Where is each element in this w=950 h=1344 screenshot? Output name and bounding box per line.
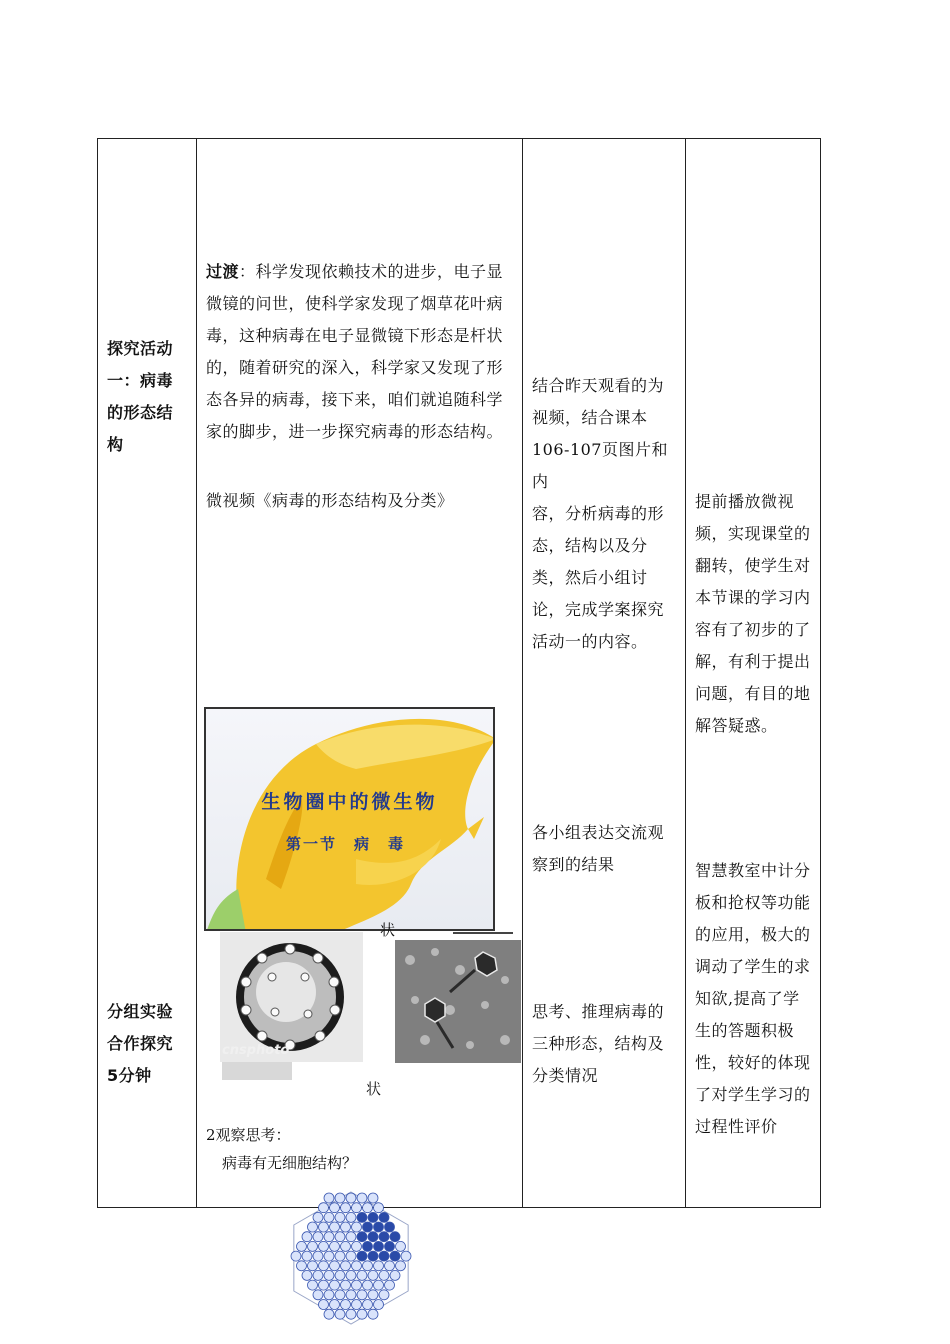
lesson-title-slide bbox=[204, 707, 495, 931]
caption-fragment-top: 状 bbox=[380, 921, 396, 939]
capsid-subunit bbox=[335, 1193, 345, 1203]
activity1-line: 构 bbox=[107, 435, 124, 454]
table-top-border bbox=[97, 138, 821, 139]
slide-title: 生物圈中的微生物 bbox=[261, 791, 438, 813]
capsid-subunit bbox=[390, 1270, 400, 1280]
capsid-subunit bbox=[319, 1280, 329, 1290]
col4-line: 过程性评价 bbox=[695, 1117, 778, 1136]
capsid-subunit bbox=[341, 1280, 351, 1290]
col4-line: 频，实现课堂的 bbox=[695, 524, 811, 543]
calla-lily-illustration bbox=[206, 709, 495, 931]
activity2-line: 5分钟 bbox=[107, 1066, 152, 1085]
capsid-subunit bbox=[330, 1222, 340, 1232]
capsid-subunit bbox=[368, 1270, 378, 1280]
capsid-subunit bbox=[341, 1222, 351, 1232]
capsid-subunit bbox=[335, 1212, 345, 1222]
capsid-subunit bbox=[385, 1261, 395, 1271]
col4-line: 解，有利于提出 bbox=[695, 652, 811, 671]
caption-fragment-bottom: 状 bbox=[366, 1080, 382, 1098]
capsid-subunit bbox=[313, 1232, 323, 1242]
capsid-subunit bbox=[379, 1232, 389, 1242]
capsid-subunit bbox=[352, 1280, 362, 1290]
capsid-subunit bbox=[341, 1203, 351, 1213]
student-activity-3 bbox=[532, 996, 682, 1092]
col4-line: 智慧教室中计分 bbox=[695, 861, 811, 880]
capsid-subunit bbox=[324, 1212, 334, 1222]
col4-line: 知欲,提高了学 bbox=[695, 989, 800, 1008]
capsid-subunit bbox=[374, 1280, 384, 1290]
capsid-subunit bbox=[385, 1222, 395, 1232]
capsid-subunit bbox=[324, 1193, 334, 1203]
slide-subtitle: 第一节 病 毒 bbox=[286, 835, 406, 853]
capsid-subunit bbox=[313, 1212, 323, 1222]
transition-paragraph bbox=[206, 256, 518, 448]
col3-line: 态，结构以及分 bbox=[532, 536, 648, 555]
capsid-subunit bbox=[357, 1232, 367, 1242]
capsid-subunit bbox=[341, 1261, 351, 1271]
transition-line: 的，随着研究的深入，科学家又发现了形 bbox=[206, 358, 504, 377]
capsid-subunit bbox=[396, 1261, 406, 1271]
capsid-subunit bbox=[368, 1251, 378, 1261]
col4-line: 板和抢权等功能 bbox=[695, 893, 811, 912]
capsid-subunit bbox=[357, 1309, 367, 1319]
capsid-subunit bbox=[357, 1290, 367, 1300]
capsid-subunit bbox=[363, 1300, 373, 1310]
col4-line: 容有了初步的了 bbox=[695, 620, 811, 639]
photo-edge-line bbox=[453, 932, 513, 934]
activity1-label bbox=[107, 333, 173, 461]
capsid-subunit bbox=[330, 1261, 340, 1271]
capsid-subunit bbox=[319, 1300, 329, 1310]
transition-line: 毒，这种病毒在电子显微镜下形态是杆状 bbox=[206, 326, 504, 345]
col3-line: 论，完成学案探究 bbox=[532, 600, 665, 619]
capsid-subunit bbox=[374, 1222, 384, 1232]
capsid-subunit bbox=[357, 1212, 367, 1222]
capsid-subunit bbox=[297, 1241, 307, 1251]
capsid-subunit bbox=[335, 1232, 345, 1242]
capsid-subunit bbox=[363, 1280, 373, 1290]
capsid-subunit bbox=[313, 1251, 323, 1261]
capsid-subunit bbox=[308, 1280, 318, 1290]
col3-line: 分类情况 bbox=[532, 1066, 599, 1085]
activity1-line: 探究活动 bbox=[107, 339, 174, 358]
capsid-subunit bbox=[291, 1251, 301, 1261]
col4-line: 本节课的学习内 bbox=[695, 588, 811, 607]
table-bottom-border bbox=[97, 1207, 821, 1208]
capsid-subunit bbox=[357, 1270, 367, 1280]
col4-line: 翻转，使学生对 bbox=[695, 556, 811, 575]
table-border-left bbox=[97, 138, 98, 1208]
capsid-subunit bbox=[379, 1212, 389, 1222]
table-border-col3 bbox=[522, 138, 523, 1208]
capsid-subunit bbox=[346, 1309, 356, 1319]
design-intent-1 bbox=[695, 486, 819, 742]
activity2-label bbox=[107, 996, 173, 1092]
transition-line: ：科学发现依赖技术的进步，电子显 bbox=[239, 262, 504, 281]
transition-label: 过渡 bbox=[206, 262, 240, 281]
transition-line: 态各异的病毒，接下来，咱们就追随科学 bbox=[206, 390, 504, 409]
col3-line: 视频，结合课本 bbox=[532, 408, 648, 427]
col4-line: 了对学生学习的 bbox=[695, 1085, 811, 1104]
capsid-subunit bbox=[324, 1290, 334, 1300]
col3-line: 类，然后小组讨 bbox=[532, 568, 648, 587]
capsid-subunit bbox=[396, 1241, 406, 1251]
capsid-subunit bbox=[319, 1203, 329, 1213]
capsid-subunit bbox=[302, 1232, 312, 1242]
capsid-subunit bbox=[363, 1203, 373, 1213]
capsid-subunit bbox=[385, 1241, 395, 1251]
capsid-subunit bbox=[379, 1270, 389, 1280]
capsid-subunit bbox=[313, 1270, 323, 1280]
col4-line: 生的答题积极 bbox=[695, 1021, 795, 1040]
activity2-line: 分组实验 bbox=[107, 1002, 174, 1021]
capsid-subunit bbox=[368, 1212, 378, 1222]
table-border-col4 bbox=[685, 138, 686, 1208]
capsid-subunit bbox=[352, 1241, 362, 1251]
capsid-subunit bbox=[330, 1203, 340, 1213]
capsid-subunit bbox=[308, 1241, 318, 1251]
spherical-virus-photo bbox=[220, 932, 363, 1062]
student-activity-2 bbox=[532, 817, 682, 881]
col4-line: 问题，有目的地 bbox=[695, 684, 811, 703]
activity2-line: 合作探究 bbox=[107, 1034, 174, 1053]
capsid-subunit bbox=[352, 1203, 362, 1213]
table-border-right bbox=[820, 138, 821, 1208]
micro-video-title: 微视频《病毒的形态结构及分类》 bbox=[206, 491, 454, 510]
capsid-subunit bbox=[368, 1232, 378, 1242]
question-heading: 2观察思考： bbox=[206, 1126, 291, 1144]
capsid-subunit bbox=[302, 1251, 312, 1261]
icosahedral-virus-model bbox=[276, 1180, 426, 1336]
rod-virus-photo-strip bbox=[222, 1062, 292, 1080]
col3-line: 容，分析病毒的形 bbox=[532, 504, 665, 523]
capsid-subunit bbox=[374, 1241, 384, 1251]
capsid-subunit bbox=[324, 1232, 334, 1242]
capsid-subunit bbox=[368, 1193, 378, 1203]
capsid-subunit bbox=[352, 1300, 362, 1310]
capsid-subunit bbox=[341, 1241, 351, 1251]
capsid-subunit bbox=[379, 1251, 389, 1261]
col4-line: 解答疑惑。 bbox=[695, 716, 778, 735]
capsid-subunit bbox=[330, 1241, 340, 1251]
transition-line: 微镜的问世，使科学家发现了烟草花叶病 bbox=[206, 294, 504, 313]
capsid-subunit bbox=[335, 1251, 345, 1261]
col3-line: 活动一的内容。 bbox=[532, 632, 648, 651]
capsid-subunit bbox=[335, 1270, 345, 1280]
capsid-subunit bbox=[390, 1251, 400, 1261]
capsid-subunit bbox=[346, 1290, 356, 1300]
capsid-subunit bbox=[363, 1222, 373, 1232]
capsid-subunit bbox=[357, 1193, 367, 1203]
capsid-subunit bbox=[357, 1251, 367, 1261]
capsid-subunit bbox=[374, 1261, 384, 1271]
capsid-subunit bbox=[319, 1261, 329, 1271]
capsid-subunit bbox=[346, 1193, 356, 1203]
capsid-subunit bbox=[401, 1251, 411, 1261]
activity1-line: 的形态结 bbox=[107, 403, 174, 422]
capsid-subunit bbox=[308, 1222, 318, 1232]
col3-line: 思考、推理病毒的 bbox=[532, 1002, 665, 1021]
question-text: 病毒有无细胞结构？ bbox=[222, 1154, 358, 1172]
capsid-subunit bbox=[308, 1261, 318, 1271]
capsid-subunit bbox=[335, 1290, 345, 1300]
capsid-subunit bbox=[352, 1222, 362, 1232]
capsid-subunit bbox=[363, 1261, 373, 1271]
capsid-subunit bbox=[368, 1290, 378, 1300]
capsid-subunit bbox=[346, 1270, 356, 1280]
capsid-subunit bbox=[302, 1270, 312, 1280]
capsid-subunit bbox=[346, 1212, 356, 1222]
capsid-subunit bbox=[313, 1290, 323, 1300]
capsid-subunit bbox=[330, 1300, 340, 1310]
capsid-subunit bbox=[341, 1300, 351, 1310]
col3-line: 结合昨天观看的为 bbox=[532, 376, 665, 395]
capsid-subunit bbox=[324, 1309, 334, 1319]
capsid-subunit bbox=[374, 1300, 384, 1310]
col3-line: 各小组表达交流观 bbox=[532, 823, 665, 842]
capsid-subunit bbox=[330, 1280, 340, 1290]
bacteriophage-photo bbox=[395, 940, 521, 1063]
transition-line: 家的脚步，进一步探究病毒的形态结构。 bbox=[206, 422, 504, 441]
capsid-subunit bbox=[363, 1241, 373, 1251]
design-intent-2 bbox=[695, 855, 819, 1143]
capsid-subunit bbox=[368, 1309, 378, 1319]
capsid-subunit bbox=[390, 1232, 400, 1242]
col3-line: 106-107页图片和内 bbox=[532, 440, 668, 491]
col4-line: 提前播放微视 bbox=[695, 492, 795, 511]
capsid-subunit bbox=[319, 1222, 329, 1232]
capsid-subunit bbox=[346, 1251, 356, 1261]
capsid-subunit bbox=[297, 1261, 307, 1271]
col3-line: 三种形态，结构及 bbox=[532, 1034, 665, 1053]
col4-line: 性，较好的体现 bbox=[695, 1053, 811, 1072]
col3-line: 察到的结果 bbox=[532, 855, 615, 874]
capsid-subunit bbox=[352, 1261, 362, 1271]
capsid-subunit bbox=[346, 1232, 356, 1242]
student-activity-1 bbox=[532, 370, 682, 658]
col4-line: 的应用，极大的 bbox=[695, 925, 811, 944]
capsid-subunit bbox=[379, 1290, 389, 1300]
capsid-subunit bbox=[385, 1280, 395, 1290]
capsid-subunit bbox=[324, 1251, 334, 1261]
capsid-subunit bbox=[319, 1241, 329, 1251]
capsid-subunit bbox=[324, 1270, 334, 1280]
capsid-subunit bbox=[335, 1309, 345, 1319]
photo-watermark: cnsphoto bbox=[222, 1043, 290, 1058]
activity1-line: 一：病毒 bbox=[107, 371, 174, 390]
col4-line: 调动了学生的求 bbox=[695, 957, 811, 976]
table-border-col2 bbox=[196, 138, 197, 1208]
capsid-subunit bbox=[374, 1203, 384, 1213]
